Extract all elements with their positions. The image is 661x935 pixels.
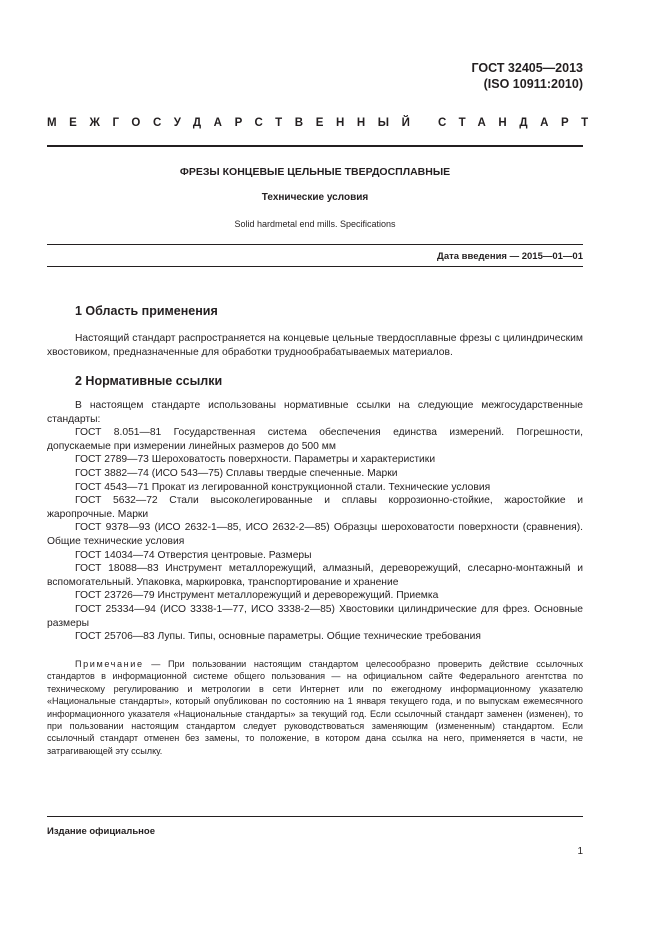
document-subtitle: Технические условия xyxy=(261,192,369,203)
note-block xyxy=(47,658,583,757)
reference-item: ГОСТ 18088—83 Инструмент металлорежущий, алмазный, дереворежущий, слесарно-монтажный и вспомогательный. Упаковка, маркировка, транспортирование и хранение xyxy=(47,563,583,588)
section-1-body xyxy=(47,332,583,359)
reference-item: ГОСТ 25334—94 (ИСО 3338-1—77, ИСО 3338-2—85) Хвостовики цилиндрические для фрез. Основные размеры xyxy=(47,603,583,629)
banner-standard: СТАНДАРТ xyxy=(438,117,601,129)
banner-interstate: МЕЖГОСУДАРСТВЕННЫЙ xyxy=(47,117,423,129)
reference-item: ГОСТ 9378—93 (ИСО 2632-1—85, ИСО 2632-2—85) Образцы шероховатости поверхности (сравнения). Общие технические условия xyxy=(47,522,583,547)
reference-item: ГОСТ 25706—83 Лупы. Типы, основные параметры. Общие технические требования xyxy=(75,631,481,643)
reference-item: ГОСТ 4543—71 Прокат из легированной конструкционной стали. Технические условия xyxy=(75,481,491,493)
reference-item: ГОСТ 23726—79 Инструмент металлорежущий и дереворежущий. Приемка xyxy=(75,590,439,602)
reference-item: ГОСТ 3882—74 (ИСО 543—75) Сплавы твердые спеченные. Марки xyxy=(75,467,398,479)
official-edition: Издание официальное xyxy=(47,826,155,837)
section-2-heading: 2 Нормативные ссылки xyxy=(75,374,223,388)
title-rule-bottom xyxy=(47,266,583,267)
introduction-date: Дата введения — 2015—01—01 xyxy=(437,251,583,262)
note-paragraph xyxy=(47,658,583,757)
paragraph: Настоящий стандарт распространяется на концевые цельные твердосплавные фрезы с цилиндрическим хвостовиком, предназначенные для обработки труднообрабатываемых материалов. xyxy=(47,333,583,358)
page-number: 1 xyxy=(577,846,583,857)
title-rule-top xyxy=(47,244,583,245)
english-title: Solid hardmetal end mills. Specifications xyxy=(234,219,396,229)
footer-rule xyxy=(47,816,583,817)
paragraph: В настоящем стандарте использованы нормативные ссылки на следующие межгосударственные стандарты: xyxy=(47,400,583,425)
section-2-body xyxy=(47,399,583,644)
document-title: ФРЕЗЫ КОНЦЕВЫЕ ЦЕЛЬНЫЕ ТВЕРДОСПЛАВНЫЕ xyxy=(179,166,451,178)
section-1-heading: 1 Область применения xyxy=(75,304,218,318)
standard-code: ГОСТ 32405—2013 xyxy=(471,61,583,75)
reference-item: ГОСТ 14034—74 Отверстия центровые. Размеры xyxy=(75,549,312,561)
iso-code: (ISO 10911:2010) xyxy=(483,77,583,91)
reference-item: ГОСТ 5632—72 Стали высоколегированные и сплавы коррозионно-стойкие, жаростойкие и жаропрочные. Марки xyxy=(47,495,583,520)
reference-item: ГОСТ 8.051—81 Государственная система обеспечения единства измерений. Погрешности, допускаемые при измерении линейных размеров до 500 мм xyxy=(47,427,583,452)
header-rule xyxy=(47,145,583,147)
note-label: Примечание xyxy=(75,659,144,669)
note-text: — При пользовании настоящим стандартом целесообразно проверить действие ссылочных стандартов в информационной системе общего пользования — на официальном сайте Федерального агентства по техническому регулированию и метрологии в сети Интернет или по ежегодному информационному указателю «Национальные стандарты», который опубликован по состоянию на 1 января текущего года, и по выпускам ежемесячного информационного указателя «Национальные стандарты» за текущий год. Если ссылочный стандарт заменен (изменен), то при пользовании настоящим стандартом следует руководствоваться заменяющим (измененным) стандартом. Если ссылочный стандарт отменен без замены, то положение, в котором дана ссылка на него, применяется в части, не затрагивающей эту ссылку. xyxy=(47,659,583,756)
reference-item: ГОСТ 2789—73 Шероховатость поверхности. Параметры и характеристики xyxy=(75,454,436,466)
